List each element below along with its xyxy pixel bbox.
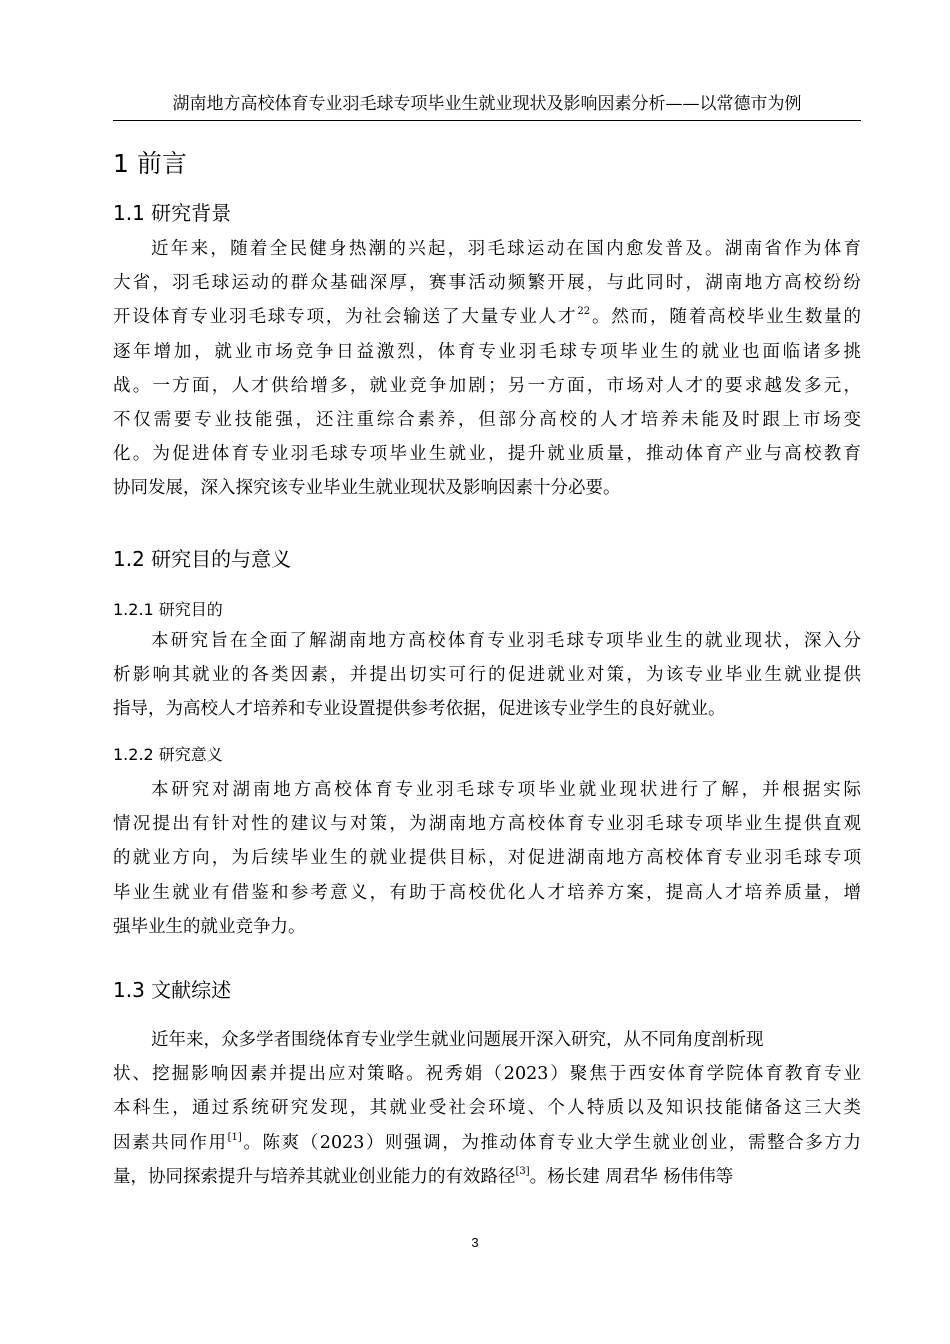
text-line: 近年来，随着全民健身热潮的兴起，羽毛球运动在国内愈发普及。湖南省作为体育 — [151, 239, 861, 259]
text-line: 情况提出有针对性的建议与对策，为湖南地方高校体育专业羽毛球专项毕业生提供直观 — [113, 814, 861, 835]
text-line — [113, 1126, 861, 1160]
text-run: 。杨长建 周君华 杨伟伟等 — [529, 1166, 734, 1187]
text-line — [113, 1160, 861, 1194]
paragraph-research-purpose — [113, 624, 861, 727]
text-line: 不仅需要专业技能强，还注重综合素养，但部分高校的人才培养未能及时跟上市场变 — [113, 409, 861, 430]
text-line: 强毕业生的就业竞争力。 — [113, 916, 306, 937]
text-line: 近年来，众多学者围绕体育专业学生就业问题展开深入研究，从不同角度剖析现 — [151, 1030, 764, 1050]
text-run: 。陈爽（2023）则强调，为推动体育专业大学生就业创业，需整合多方力 — [241, 1132, 861, 1153]
paragraph-research-background — [113, 232, 861, 506]
paragraph-research-significance — [113, 773, 861, 944]
text-line: 指导，为高校人才培养和专业设置提供参考依据，促进该专业学生的良好就业。 — [113, 699, 726, 720]
section-heading-1-2: 1.2 研究目的与意义 — [113, 547, 292, 571]
text-line: 协同发展，深入探究该专业毕业生就业现状及影响因素十分必要。 — [113, 478, 621, 499]
citation-superscript: [3] — [515, 1165, 530, 1177]
text-line: 析影响其就业的各类因素，并提出切实可行的促进就业对策，为该专业毕业生就业提供 — [113, 665, 861, 686]
text-run: 。然而，随着高校毕业生数量的 — [590, 307, 862, 328]
text-line: 的就业方向，为后续毕业生的就业提供目标，对促进湖南地方高校体育专业羽毛球专项 — [113, 848, 861, 869]
citation-superscript: 22 — [577, 306, 591, 318]
text-line: 状、挖掘影响因素并提出应对策略。祝秀娟（2023）聚焦于西安体育学院体育教育专业 — [113, 1064, 861, 1085]
text-line: 战。一方面，人才供给增多，就业竞争加剧；另一方面，市场对人才的要求越发多元， — [113, 375, 861, 396]
subsection-heading-1-2-2: 1.2.2 研究意义 — [113, 745, 223, 764]
page-number: 3 — [471, 1235, 479, 1250]
text-line: 毕业生就业有借鉴和参考意义，有助于高校优化人才培养方案，提高人才培养质量，增 — [113, 882, 861, 903]
section-heading-1-1: 1.1 研究背景 — [113, 201, 232, 225]
running-header: 湖南地方高校体育专业羽毛球专项毕业生就业现状及影响因素分析——以常德市为例 — [113, 94, 861, 121]
text-line: 本科生，通过系统研究发现，其就业受社会环境、个人特质以及知识技能储备这三大类 — [113, 1098, 861, 1119]
paragraph-literature-review — [113, 1023, 861, 1194]
section-heading-1-3: 1.3 文献综述 — [113, 978, 232, 1002]
text-run: 量，协同探索提升与培养其就业创业能力的有效路径 — [113, 1166, 516, 1187]
text-line — [113, 300, 861, 334]
text-line: 本研究旨在全面了解湖南地方高校体育专业羽毛球专项毕业生的就业现状，深入分 — [151, 631, 861, 651]
subsection-heading-1-2-1: 1.2.1 研究目的 — [113, 600, 223, 619]
text-line: 逐年增加，就业市场竞争日益激烈，体育专业羽毛球专项毕业生的就业也面临诸多挑 — [113, 341, 861, 362]
text-run: 开设体育专业羽毛球专项，为社会输送了大量专业人才 — [113, 307, 578, 328]
text-run: 因素共同作用 — [113, 1132, 228, 1153]
citation-superscript: [1] — [227, 1131, 242, 1143]
chapter-title: 1 前言 — [113, 149, 187, 178]
text-line: 大省，羽毛球运动的群众基础深厚，赛事活动频繁开展，与此同时，湖南地方高校纷纷 — [113, 273, 861, 294]
text-line: 本研究对湖南地方高校体育专业羽毛球专项毕业就业现状进行了解，并根据实际 — [151, 780, 861, 800]
text-line: 化。为促进体育专业羽毛球专项毕业生就业，提升就业质量，推动体育产业与高校教育 — [113, 444, 861, 465]
